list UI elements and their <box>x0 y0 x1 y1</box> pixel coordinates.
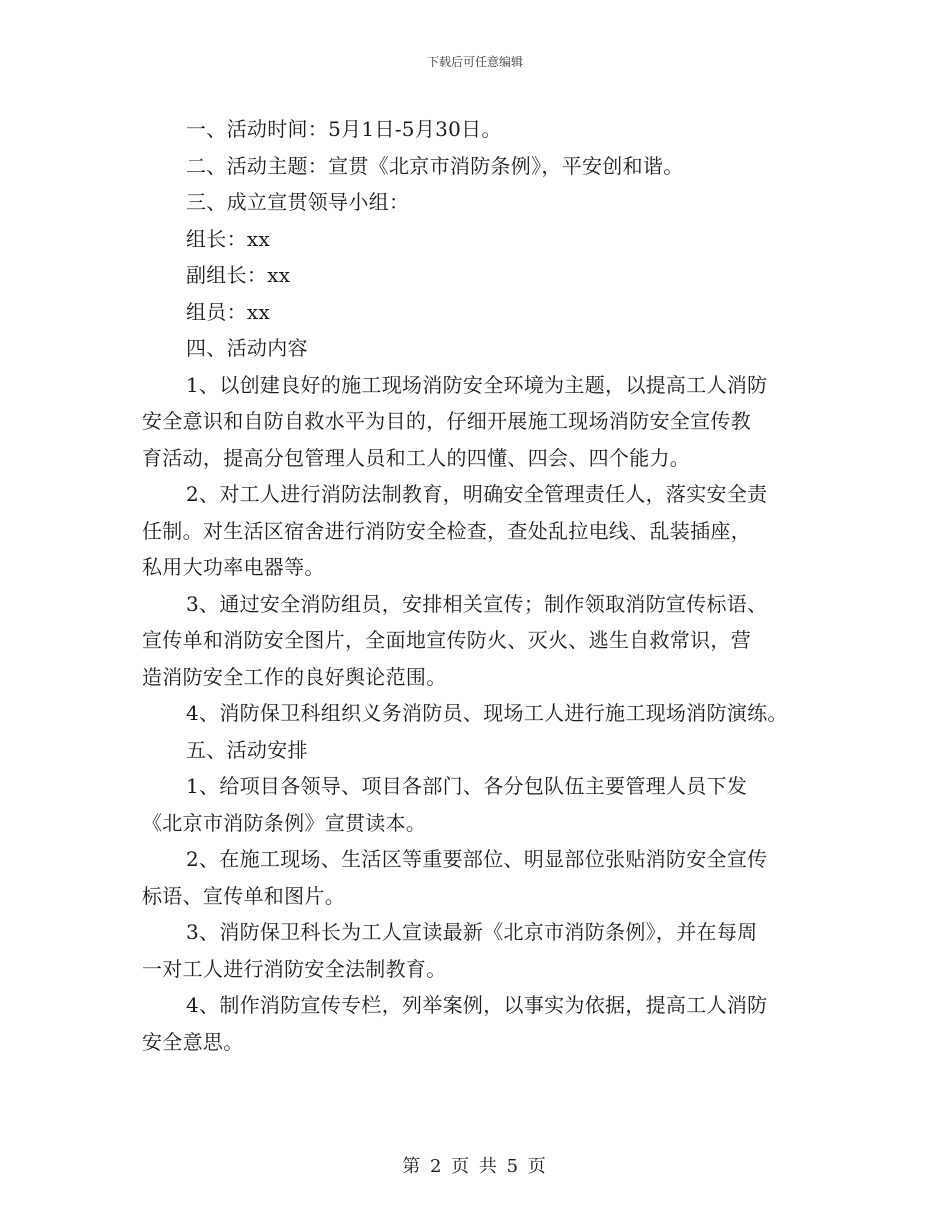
text-line: 《北京市消防条例》宣贯读本。 <box>142 810 427 835</box>
text-line: 造消防安全工作的良好舆论范围。 <box>142 664 447 689</box>
text-line: 私用大功率电器等。 <box>142 555 325 579</box>
text-line: 组长：xx <box>186 226 271 251</box>
text-line: 安全意思。 <box>142 1029 244 1054</box>
text-line: 副组长：xx <box>186 263 291 287</box>
text-line: 3、消防保卫科长为工人宣读最新《北京市消防条例》，并在每周 <box>186 920 758 944</box>
text-line: 二、活动主题：宣贯《北京市消防条例》，平安创和谐。 <box>186 153 684 178</box>
page-footer: 第 2 页 共 5 页 <box>402 1156 548 1177</box>
text-line: 宣传单和消防安全图片，全面地宣传防火、灭火、逃生自救常识，营 <box>142 628 751 652</box>
text-line: 一、活动时间：5月1日-5月30日。 <box>186 117 502 141</box>
text-line: 三、成立宣贯领导小组： <box>186 190 410 214</box>
text-line: 2、在施工现场、生活区等重要部位、明显部位张贴消防安全宣传 <box>186 847 768 871</box>
text-line: 五、活动安排 <box>186 737 308 762</box>
text-line: 4、制作消防宣传专栏，列举案例，以事实为依据，提高工人消防 <box>186 993 768 1017</box>
text-line: 标语、宣传单和图片。 <box>142 883 345 908</box>
text-line: 安全意识和自防自救水平为目的，仔细开展施工现场消防安全宣传教 <box>142 409 751 433</box>
text-line: 一对工人进行消防安全法制教育。 <box>142 956 447 981</box>
document-body <box>142 111 822 1060</box>
text-line: 组员：xx <box>186 299 271 324</box>
text-line: 育活动，提高分包管理人员和工人的四懂、四会、四个能力。 <box>142 445 691 470</box>
text-line: 2、对工人进行消防法制教育，明确安全管理责任人，落实安全责 <box>186 482 768 506</box>
text-line: 3、通过安全消防组员，安排相关宣传；制作领取消防宣传标语、 <box>186 591 768 616</box>
text-line: 1、给项目各领导、项目各部门、各分包队伍主要管理人员下发 <box>186 774 748 798</box>
text-line: 4、消防保卫科组织义务消防员、现场工人进行施工现场消防演练。 <box>186 701 788 725</box>
text-line: 四、活动内容 <box>186 336 308 360</box>
page-header: 下载后可任意编辑 <box>426 55 523 69</box>
text-line: 1、以创建良好的施工现场消防安全环境为主题，以提高工人消防 <box>186 372 768 397</box>
text-line: 任制。对生活区宿舍进行消防安全检查，查处乱拉电线、乱装插座， <box>142 518 751 543</box>
